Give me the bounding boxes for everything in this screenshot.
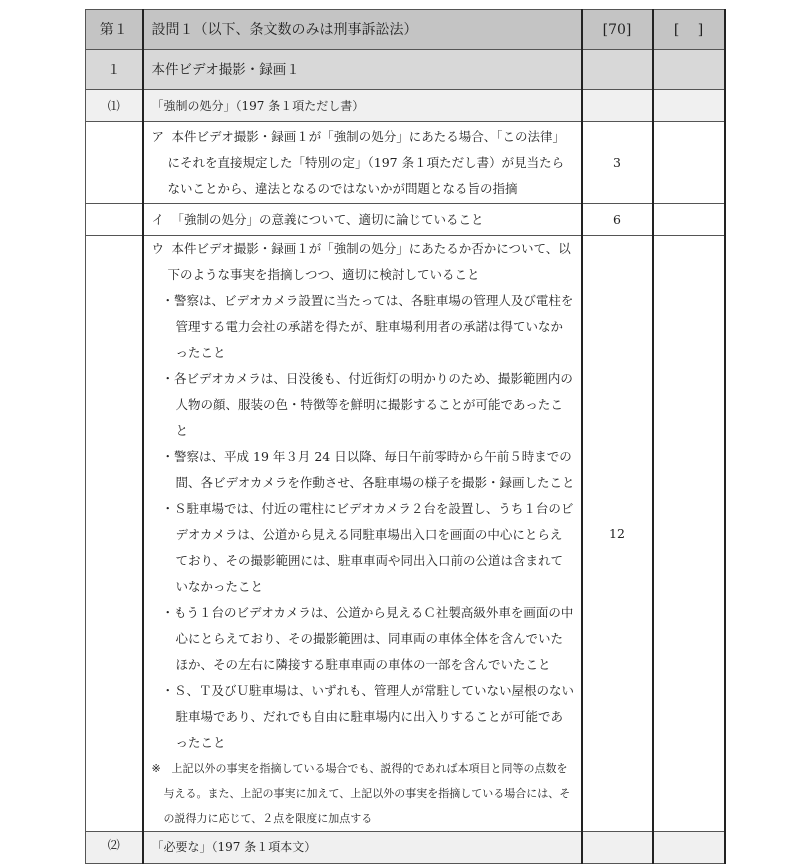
item-text <box>152 124 575 202</box>
item-points: 3 <box>582 122 653 204</box>
header-row <box>86 10 725 50</box>
grading-table <box>85 9 726 864</box>
item-number <box>86 236 143 832</box>
section-number: １ <box>86 50 143 90</box>
item-row-a <box>86 122 725 204</box>
section-awarded <box>653 50 725 90</box>
fact-bullet: ・もう１台のビデオカメラは、公道から見えるＣ社製高級外車を画面の中心にとらえており、その撮影範囲は、同車両の車体全体を含んでいたほか、その左右に隣接する駐車車両の車体の一部を含んでいたこと <box>161 605 574 672</box>
item-marker: ウ <box>151 241 165 256</box>
subsection-number: ⑴ <box>86 90 143 122</box>
item-text-cell <box>143 122 582 204</box>
item-marker: ア <box>151 128 165 144</box>
item-text-cell <box>143 236 582 832</box>
item-row-u <box>86 236 725 832</box>
item-number <box>86 204 143 236</box>
subsection-row <box>86 832 725 864</box>
item-body: 本件ビデオ撮影・録画１が「強制の処分」にあたる場合、「この法律」にそれを直接規定した「特別の定」（197 条１項ただし書）が見当たらないことから、違法となるのではないかが問題となる旨の指摘 <box>167 128 566 196</box>
item-marker: イ <box>151 211 165 227</box>
fact-bullet: ・警察は、ビデオカメラ設置に当たっては、各駐車場の管理人及び電柱を管理する電力会社の承諾を得たが、駐車場利用者の承諾は得ていなかったこと <box>161 293 574 360</box>
subsection-title: 「強制の処分」（197 条１項ただし書） <box>143 90 582 122</box>
note-marker: ※ <box>151 762 161 775</box>
points-slash-cell <box>582 832 653 864</box>
item-text <box>152 207 575 233</box>
subsection-title: 「必要な」（197 条１項本文） <box>143 832 582 864</box>
header-awarded: [ ] <box>653 10 725 50</box>
header-number: 第１ <box>86 10 143 50</box>
subsection-row <box>86 90 725 122</box>
header-title: 設問１（以下、条文数のみは刑事訴訟法） <box>143 10 582 50</box>
item-body: 「強制の処分」の意義について、適切に論じていること <box>171 211 484 227</box>
section-title: 本件ビデオ撮影・録画１ <box>143 50 582 90</box>
scoring-note: ※ 上記以外の事実を指摘している場合でも、説得的であれば本項目と同等の点数を与える。また、上記の事実に加えて、上記以外の事実を指摘している場合には、その説得力に応じて、２点を限度に加点する <box>152 756 575 831</box>
subsection-points <box>582 90 653 122</box>
item-awarded <box>653 204 725 236</box>
header-points: [70] <box>582 10 653 50</box>
fact-bullet: ・Ｓ駐車場では、付近の電柱にビデオカメラ２台を設置し、うち１台のビデオカメラは、公道から見える同駐車場出入口を画面の中心にとらえており、その撮影範囲には、駐車車両や同出入口前の公道は含まれていなかったこと <box>161 501 574 594</box>
section-row <box>86 50 725 90</box>
item-awarded <box>653 122 725 204</box>
item-points: 6 <box>582 204 653 236</box>
fact-bullet: ・Ｓ、Ｔ及びＵ駐車場は、いずれも、管理人が常駐していない屋根のない駐車場であり、だれでも自由に駐車場内に出入りすることが可能であったこと <box>161 683 575 750</box>
item-text <box>152 236 575 288</box>
item-body: 本件ビデオ撮影・録画１が「強制の処分」にあたるか否かについて、以下のような事実を指摘しつつ、適切に検討していること <box>167 241 571 282</box>
section-points <box>582 50 653 90</box>
fact-bullet: ・警察は、平成 19 年３月 24 日以降、毎日午前零時から午前５時までの間、各ビデオカメラを作動させ、各駐車場の様子を撮影・録画したこと <box>161 449 575 490</box>
item-points: 12 <box>582 236 653 832</box>
subsection-awarded <box>653 90 725 122</box>
item-number <box>86 122 143 204</box>
item-text-cell <box>143 204 582 236</box>
item-awarded <box>653 236 725 832</box>
awarded-slash-cell <box>653 832 725 864</box>
fact-bullet: ・各ビデオカメラは、日没後も、付近街灯の明かりのため、撮影範囲内の人物の顔、服装の色・特徴等を鮮明に撮影することが可能であったこと <box>161 371 573 438</box>
subsection-number: ⑵ <box>86 832 143 864</box>
item-row-i <box>86 204 725 236</box>
